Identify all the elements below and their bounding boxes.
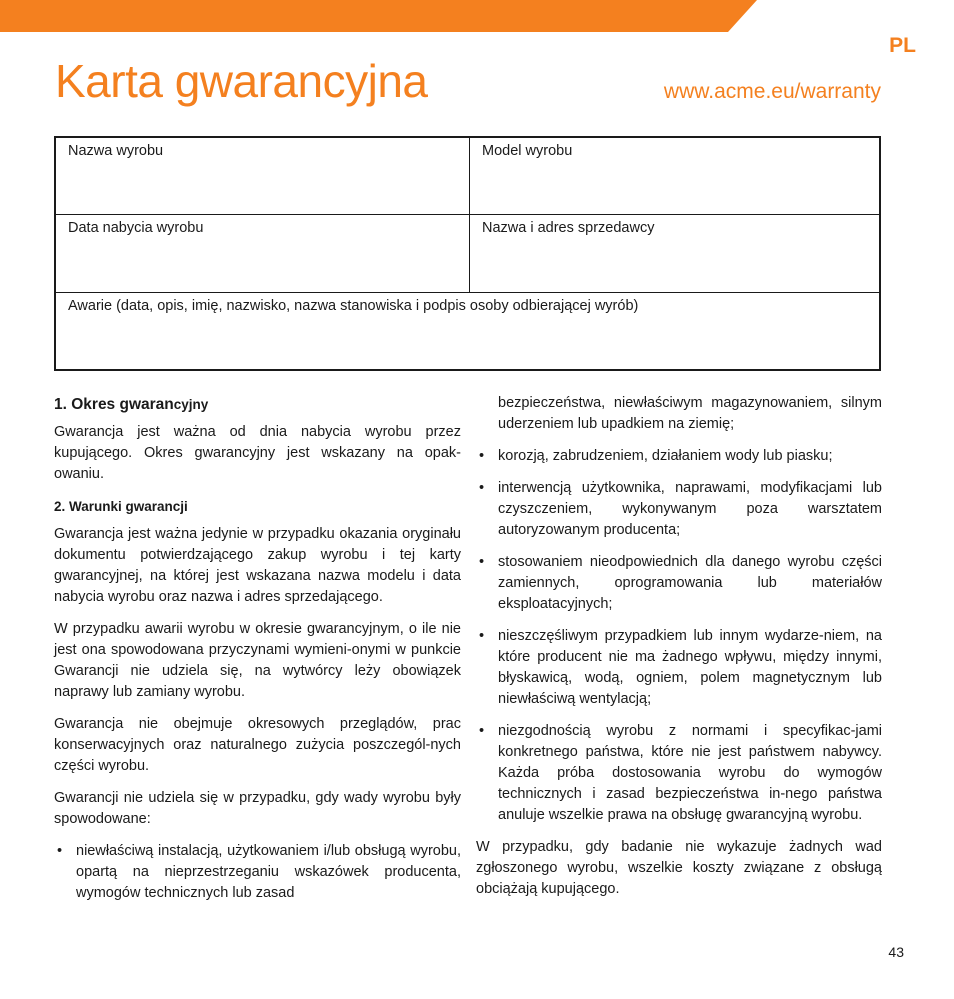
section1-text: Gwarancja jest ważna od dnia nabycia wyrobu przez kupującego. Okres gwarancyjny jest wskazany na opak-owaniu. — [54, 424, 461, 482]
product-model-field[interactable] — [470, 138, 881, 215]
list-item: • korozją, zabrudzeniem, działaniem wody lub piasku; — [476, 446, 882, 467]
list-item-continuation: bezpieczeństwa, niewłaściwym magazynowaniem, silnym uderzeniem lub upadkiem na ziemię; — [498, 395, 882, 432]
purchase-date-label: Data nabycia wyrobu — [68, 220, 204, 236]
product-model-label: Model wyrobu — [482, 143, 573, 159]
section2-paragraph: Gwarancja jest ważna jedynie w przypadku okazania oryginału dokumentu potwierdzającego zakup wyrobu i tej karty gwarancyjnej, na której jest wskazana nazwa modelu i data nabycia wyrobu oraz nazwa i adres sprzedającego. — [54, 526, 461, 605]
bullet-icon: • — [479, 723, 485, 739]
product-name-label: Nazwa wyrobu — [68, 143, 164, 159]
page-number: 43 — [888, 944, 904, 960]
bullet-icon: • — [479, 480, 485, 496]
purchase-date-field[interactable] — [56, 215, 470, 293]
closing-paragraph: W przypadku, gdy badanie nie wykazuje żadnych wad zgłoszonego wyrobu, wszelkie koszty związane z obsługą obciążają kupującego. — [476, 839, 882, 897]
section2-paragraph: W przypadku awarii wyrobu w okresie gwarancyjnym, o ile nie jest ona spowodowana przyczynami wymieni-onymi w punkcie Gwarancji nie udziela się, na wytwórcy leży obowiązek naprawy lub zamiany wyrobu. — [54, 621, 461, 700]
section2-heading: 2. Warunki gwarancji — [54, 499, 188, 514]
bullet-icon: • — [479, 554, 485, 570]
failures-label: Awarie (data, opis, imię, nazwisko, nazwa stanowiska i podpis osoby odbierającej wyrób) — [68, 298, 639, 314]
left-column — [54, 394, 461, 915]
list-item: • niezgodnością wyrobu z normami i specyfikac-jami konkretnego państwa, które nie jest państwem nabywcy. Każda próba dostosowania wyrobu do wymogów technicznych i zasad bezpieczeństwa in-nego państwa anuluje wszelkie prawa na obsługę gwarancyjną wyrobu. — [479, 723, 882, 823]
page-title: Karta gwarancyjna — [55, 55, 428, 107]
warranty-form — [54, 136, 881, 371]
section1-heading: 1. Okres gwarancyjny — [54, 396, 209, 413]
bullet-icon: • — [479, 628, 485, 644]
section2-paragraph: Gwarancji nie udziela się w przypadku, gdy wady wyrobu były spowodowane: — [54, 790, 461, 827]
product-name-field[interactable] — [56, 138, 470, 215]
language-code: PL — [889, 34, 916, 57]
bullet-icon: • — [57, 843, 63, 859]
list-item: • interwencją użytkownika, naprawami, modyfikacjami lub czyszczeniem, wykonywanym poza warsztatem autoryzowanym producenta; — [479, 480, 882, 538]
seller-field[interactable] — [470, 215, 881, 293]
list-item: • nieszczęśliwym przypadkiem lub innym wydarze-niem, na które producent nie ma żadnego wpływu, między innymi, błyskawicą, wodą, ogniem, polem magnetycznym lub niewłaściwą wentylacją; — [479, 628, 882, 707]
warranty-url[interactable]: www.acme.eu/warranty — [663, 80, 881, 103]
section2-paragraph: Gwarancja nie obejmuje okresowych przeglądów, prac konserwacyjnych oraz naturalnego zużycia poszczegól-nych części wyrobu. — [54, 716, 461, 774]
list-item: • stosowaniem nieodpowiednich dla danego wyrobu części zamiennych, oprogramowania lub materiałów eksploatacyjnych; — [479, 554, 882, 612]
right-column — [476, 393, 882, 911]
header-band — [0, 0, 954, 32]
bullet-icon: • — [479, 448, 485, 464]
seller-label: Nazwa i adres sprzedawcy — [482, 220, 655, 236]
failures-field[interactable] — [56, 293, 881, 371]
list-item: • niewłaściwą instalacją, użytkowaniem i/lub obsługą wyrobu, opartą na nieprzestrzeganiu wskazówek producenta, wymogów technicznych lub zasad — [57, 843, 461, 901]
